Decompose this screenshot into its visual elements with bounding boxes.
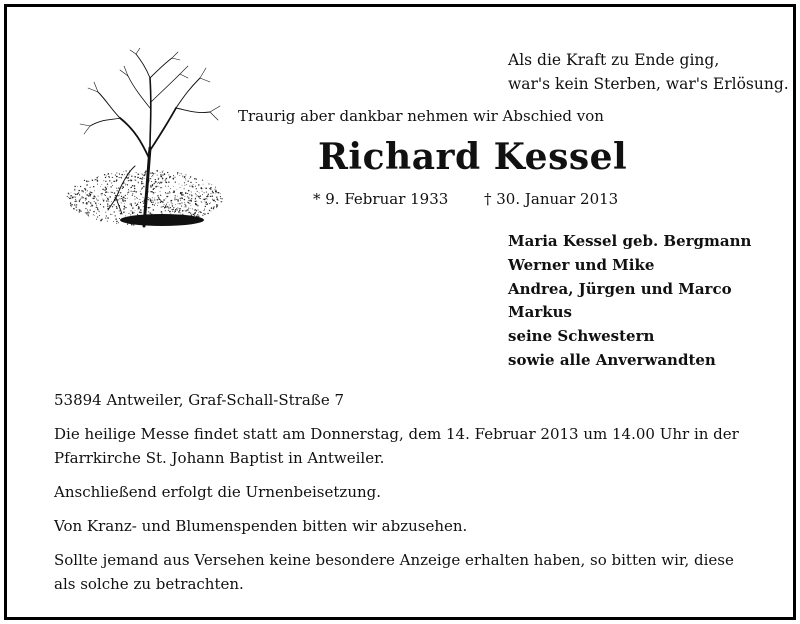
burial-info: Anschließend erfolgt die Urnenbeisetzung. <box>54 483 382 501</box>
quote <box>508 48 789 96</box>
mourner-item: Maria Kessel geb. Bergmann <box>508 232 752 250</box>
quote-line-1: Als die Kraft zu Ende ging, <box>508 51 720 69</box>
mourner-item: seine Schwestern <box>508 327 655 346</box>
deceased-name: Richard Kessel <box>318 136 628 178</box>
tree-illustration <box>50 48 225 233</box>
mourner-item: Werner und Mike <box>508 255 655 274</box>
birth-date: * 9. Februar 1933 <box>313 190 449 208</box>
mourner-item: Andrea, Jürgen und Marco <box>508 279 732 298</box>
mourners-list <box>508 230 751 373</box>
intro-text: Traurig aber dankbar nehmen wir Abschied von <box>238 107 604 125</box>
death-date: † 30. Januar 2013 <box>484 190 619 208</box>
address: 53894 Antweiler, Graf-Schall-Straße 7 <box>54 391 345 409</box>
closing-note: Sollte jemand aus Versehen keine besondere Anzeige erhalten haben, so bitten wir, diese als solche zu betrachten. <box>54 551 734 593</box>
quote-line-2: war's kein Sterben, war's Erlösung. <box>508 75 789 93</box>
mass-info: Die heilige Messe findet statt am Donnerstag, dem 14. Februar 2013 um 14.00 Uhr in der Pfarrkirche St. Johann Baptist in Antweiler. <box>54 425 739 467</box>
flowers-note: Von Kranz- und Blumenspenden bitten wir abzusehen. <box>54 517 468 535</box>
mourner-item: Markus <box>508 303 572 322</box>
notice-body <box>54 388 754 606</box>
mourner-item: sowie alle Anverwandten <box>508 350 716 369</box>
